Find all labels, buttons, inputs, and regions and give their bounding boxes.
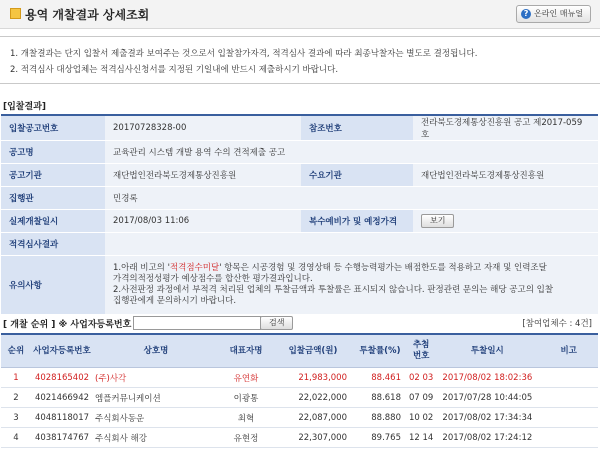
lot-cell: 12 14 (407, 428, 435, 448)
biz-no-cell: 4038174767 (31, 428, 93, 448)
lot-cell: 02 03 (407, 368, 435, 388)
table-row (1, 368, 598, 388)
ceo-cell: 유연화 (219, 368, 273, 388)
agency-label: 공고기관 (1, 164, 105, 187)
ref-no-label: 참조번호 (301, 115, 413, 141)
amount-cell: 22,087,000 (273, 408, 353, 428)
notes-line-2: 가격의적정성평가 예상점수를 합산한 평가결과입니다. (113, 274, 313, 284)
table-row (1, 388, 598, 408)
ref-no-value: 전라북도경제통상진흥원 공고 제2017-059호 (413, 115, 598, 141)
company-cell[interactable]: 엠플커뮤니케이션 (93, 388, 219, 408)
table-row (1, 428, 598, 448)
demand-agency-label: 수요기관 (301, 164, 413, 187)
col-biz-no: 사업자등록번호 (31, 334, 93, 368)
title-bar (0, 0, 600, 29)
page-title: 용역 개찰결과 상세조회 (25, 8, 150, 22)
biz-no-search-label: ※ 사업자등록번호 (58, 320, 132, 330)
company-cell[interactable]: (주)사각 (93, 368, 219, 388)
qualification-value (105, 233, 598, 256)
search-button[interactable]: 검색 (260, 316, 293, 330)
biz-no-cell: 4021466942 (31, 388, 93, 408)
date-cell: 2017/07/28 10:44:05 (435, 388, 539, 408)
company-cell[interactable]: 주식회사 해강 (93, 428, 219, 448)
bid-result-section-label: [입찰결과] (3, 102, 47, 112)
notice-name-value: 교육관리 시스템 개발 용역 수의 견적제출 공고 (105, 141, 598, 164)
online-manual-label: 온라인 매뉴얼 (534, 9, 583, 18)
rank-cell: 3 (1, 408, 31, 428)
rank-cell: 1 (1, 368, 31, 388)
company-cell[interactable]: 주식회사동운 (93, 408, 219, 428)
date-cell: 2017/08/02 17:34:34 (435, 408, 539, 428)
biz-no-cell: 4048118017 (31, 408, 93, 428)
opening-time-label: 실제개찰일시 (1, 210, 105, 233)
col-rank: 순위 (1, 334, 31, 368)
col-date: 투찰일시 (435, 334, 539, 368)
ranking-table (1, 333, 598, 448)
page-icon (10, 8, 21, 19)
ranking-title: [ 개찰 순위 ] (3, 320, 56, 330)
notes-line-4: 집행관에게 문의하시기 바랍니다. (113, 296, 237, 306)
officer-value: 민경록 (105, 187, 598, 210)
ranking-search-label (3, 317, 131, 330)
participant-count: [참여업체수 : 4건] (522, 319, 592, 329)
col-rate: 투찰률(%) (353, 334, 407, 368)
col-ceo: 대표자명 (219, 334, 273, 368)
ceo-cell: 유현정 (219, 428, 273, 448)
biz-no-cell: 4028165402 (31, 368, 93, 388)
note-cell (539, 408, 598, 428)
rate-cell: 89.765 (353, 428, 407, 448)
col-amount: 입찰금액(원) (273, 334, 353, 368)
view-price-button[interactable]: 보기 (421, 214, 454, 228)
date-cell: 2017/08/02 18:02:36 (435, 368, 539, 388)
notes-line-3: 2.사전판정 과정에서 부적격 처리된 업체의 투찰금액과 투찰률은 표시되지 않습니다. 판정관련 문의는 해당 공고의 입찰 (113, 285, 554, 295)
qualification-label: 적격심사결과 (1, 233, 105, 256)
rate-cell: 88.880 (353, 408, 407, 428)
notes-line-1-prefix: 1.아래 비고의 ' (113, 263, 170, 273)
agency-value: 재단법인전라북도경제통상진흥원 (105, 164, 301, 187)
online-manual-button[interactable] (516, 5, 591, 23)
lot-cell: 07 09 (407, 388, 435, 408)
biz-no-search-input[interactable] (133, 316, 261, 330)
notice-line-1: 1. 개찰결과는 단지 입찰서 제출결과 보여주는 것으로서 입찰참가자격, 적격심사 결과에 따라 최종낙찰자는 별도로 결정됩니다. (10, 49, 478, 59)
ceo-cell: 최혁 (219, 408, 273, 428)
reserve-price-cell (413, 210, 598, 233)
date-cell: 2017/08/02 17:24:12 (435, 428, 539, 448)
note-cell (539, 368, 598, 388)
notice-no-label: 입찰공고번호 (1, 115, 105, 141)
reserve-price-label: 복수예비가 및 예정가격 (301, 210, 413, 233)
notes-value (105, 256, 598, 315)
notes-line-1-suffix: ' 항목은 시공경험 및 경영상태 등 수행능력평가는 배점한도를 적용하고 자재 및 인력조달 (219, 263, 547, 273)
bid-info-table (1, 114, 598, 315)
notes-highlight: 적격점수미달 (169, 263, 220, 273)
amount-cell: 22,307,000 (273, 428, 353, 448)
rate-cell: 88.461 (353, 368, 407, 388)
officer-label: 집행관 (1, 187, 105, 210)
col-note: 비고 (539, 334, 598, 368)
table-row (1, 408, 598, 428)
demand-agency-value: 재단법인전라북도경제통상진흥원 (413, 164, 598, 187)
note-cell (539, 388, 598, 408)
rate-cell: 88.618 (353, 388, 407, 408)
amount-cell: 21,983,000 (273, 368, 353, 388)
amount-cell: 22,022,000 (273, 388, 353, 408)
rank-cell: 4 (1, 428, 31, 448)
notes-label: 유의사항 (1, 256, 105, 315)
ranking-search-bar (0, 316, 600, 330)
notice-line-2: 2. 적격심사 대상업체는 적격심사신청서를 지정된 기일내에 반드시 제출하시기 바랍니다. (10, 65, 339, 75)
notice-name-label: 공고명 (1, 141, 105, 164)
opening-time-value: 2017/08/03 11:06 (105, 210, 301, 233)
lot-cell: 10 02 (407, 408, 435, 428)
notice-no-value: 20170728328-00 (105, 115, 301, 141)
col-company: 상호명 (93, 334, 219, 368)
ranking-header-row (1, 334, 598, 368)
rank-cell: 2 (1, 388, 31, 408)
ceo-cell: 이광통 (219, 388, 273, 408)
note-cell (539, 428, 598, 448)
notice-box (0, 36, 600, 84)
col-lot: 추첨번호 (407, 334, 435, 368)
help-icon: ? (521, 9, 531, 19)
